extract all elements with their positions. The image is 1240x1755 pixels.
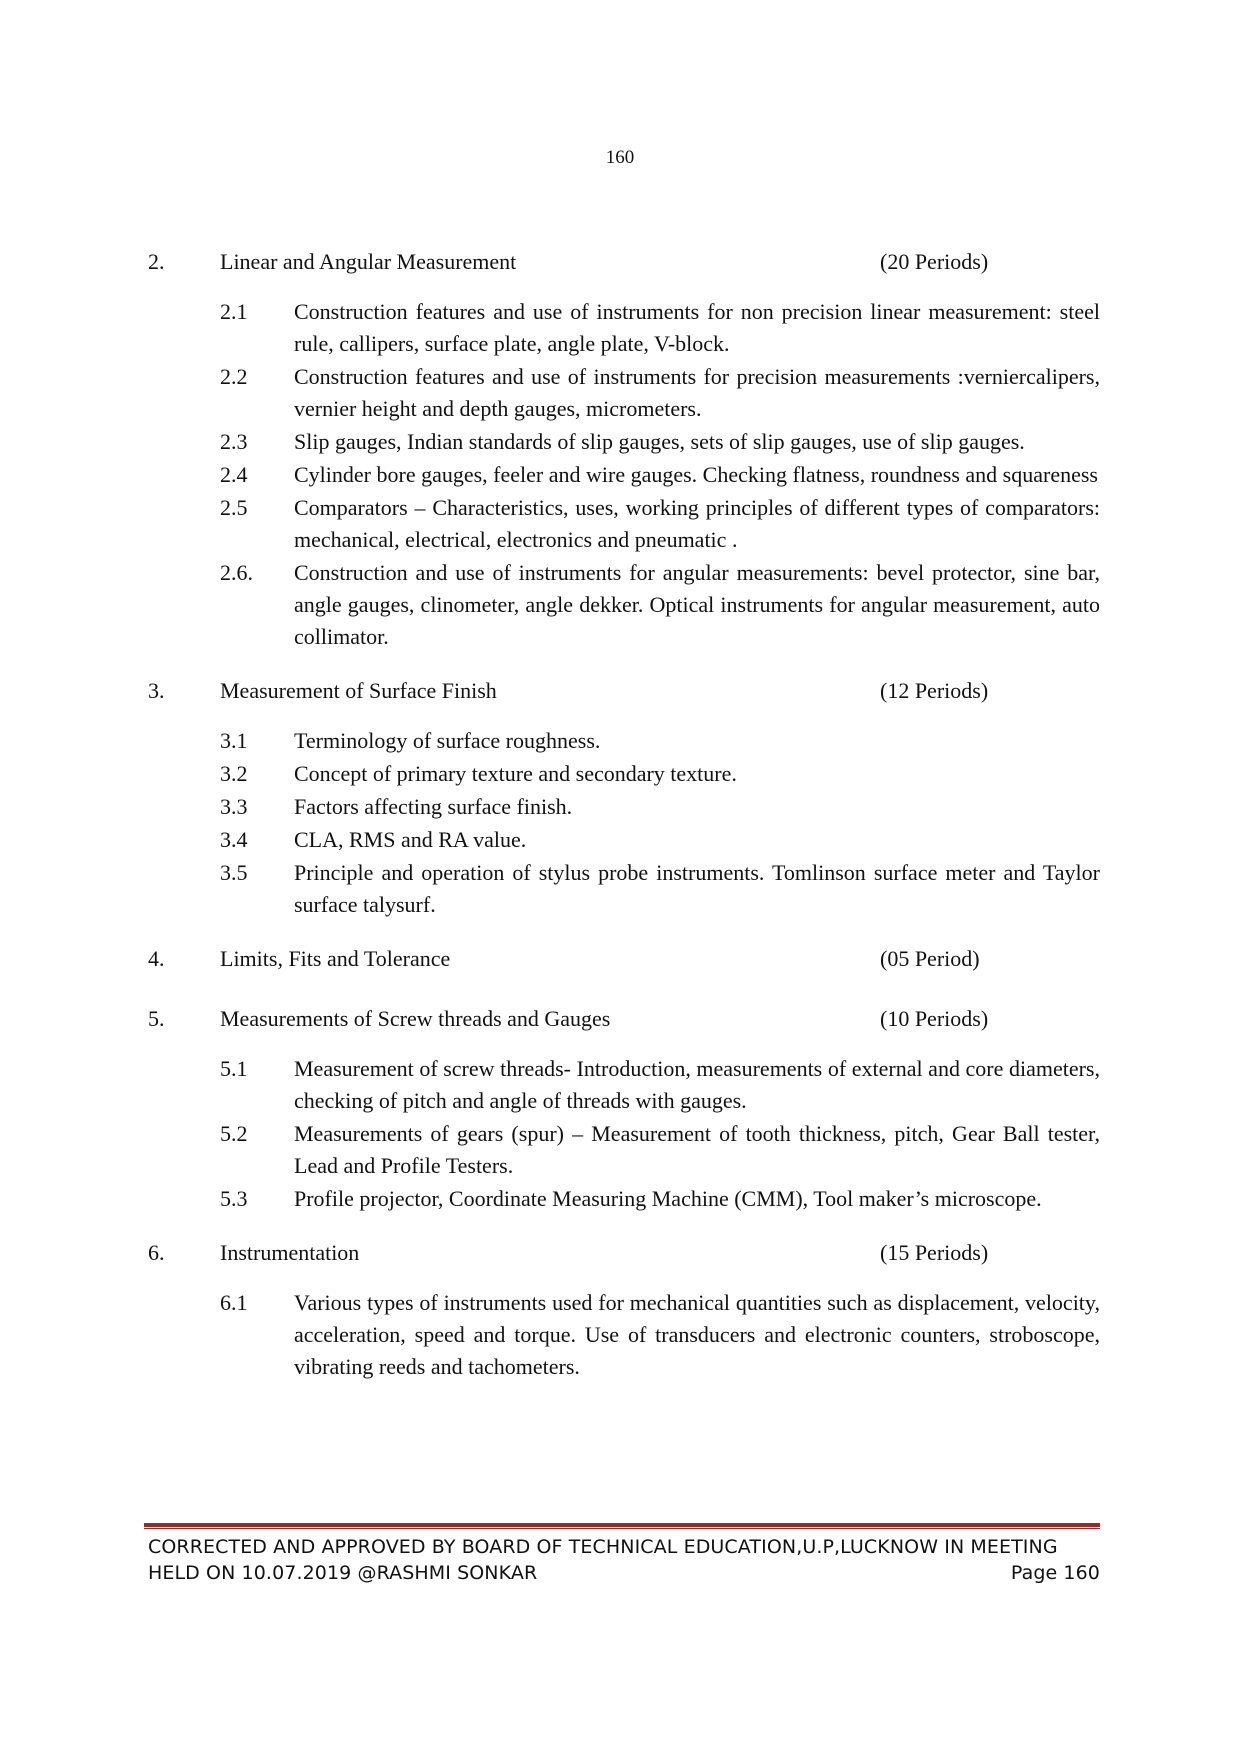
subtopic-item bbox=[220, 725, 1100, 757]
section-periods: (05 Period) bbox=[880, 946, 980, 971]
subtopic-text: Concept of primary texture and secondary texture. bbox=[294, 761, 737, 786]
subtopic-list bbox=[220, 1287, 1100, 1383]
subtopic-text: Construction features and use of instruments for precision measurements :verniercalipers, vernier height and depth gauges, micrometers. bbox=[294, 364, 1100, 421]
subtopic-list bbox=[220, 296, 1100, 653]
subtopic-item bbox=[220, 1287, 1100, 1383]
subtopic-item bbox=[220, 824, 1100, 856]
section-heading bbox=[148, 943, 1100, 975]
section-title: Measurements of Screw threads and Gauges bbox=[220, 1006, 611, 1031]
subtopic-number: 2.1 bbox=[220, 299, 248, 324]
section-title: Measurement of Surface Finish bbox=[220, 678, 497, 703]
subtopic-text: Factors affecting surface finish. bbox=[294, 794, 573, 819]
section-heading bbox=[148, 1237, 1100, 1269]
subtopic-text: Profile projector, Coordinate Measuring Machine (CMM), Tool maker’s microscope. bbox=[294, 1186, 1042, 1211]
subtopic-number: 6.1 bbox=[220, 1290, 248, 1315]
subtopic-item bbox=[220, 296, 1100, 360]
subtopic-text: Comparators – Characteristics, uses, working principles of different types of comparators: mechanical, electrical, electronics and pneumatic . bbox=[294, 495, 1100, 552]
footer-approval-line: CORRECTED AND APPROVED BY BOARD OF TECHNICAL EDUCATION,U.P,LUCKNOW IN MEETING bbox=[148, 1536, 1058, 1558]
page-number: 160 bbox=[605, 147, 635, 168]
subtopic-text: Various types of instruments used for mechanical quantities such as displacement, velocity, acceleration, speed and torque. Use of transducers and electronic counters, stroboscope, vibrating reeds and tachometers. bbox=[294, 1290, 1100, 1379]
section-heading bbox=[148, 675, 1100, 707]
subtopic-number: 3.4 bbox=[220, 827, 248, 852]
subtopic-list bbox=[220, 725, 1100, 921]
section-periods: (20 Periods) bbox=[880, 249, 989, 274]
subtopic-item bbox=[220, 1183, 1100, 1215]
section-periods: (15 Periods) bbox=[880, 1240, 989, 1265]
subtopic-number: 3.3 bbox=[220, 794, 248, 819]
footer-meeting-date: HELD ON 10.07.2019 @RASHMI SONKAR bbox=[148, 1562, 538, 1584]
subtopic-text: Construction features and use of instruments for non precision linear measurement: steel rule, callipers, surface plate, angle plate, V-block. bbox=[294, 299, 1100, 356]
subtopic-item bbox=[220, 857, 1100, 921]
subtopic-item bbox=[220, 492, 1100, 556]
subtopic-number: 3.1 bbox=[220, 728, 248, 753]
footer-divider bbox=[144, 1523, 1100, 1529]
footer-meta bbox=[148, 1560, 1100, 1586]
subtopic-number: 5.2 bbox=[220, 1121, 248, 1146]
subtopic-item bbox=[220, 1118, 1100, 1182]
section-number: 4. bbox=[148, 946, 165, 971]
subtopic-number: 2.6. bbox=[220, 560, 253, 585]
subtopic-number: 5.3 bbox=[220, 1186, 248, 1211]
subtopic-number: 2.5 bbox=[220, 495, 248, 520]
subtopic-item bbox=[220, 1053, 1100, 1117]
subtopic-number: 3.2 bbox=[220, 761, 248, 786]
section-number: 5. bbox=[148, 1006, 165, 1031]
section-heading bbox=[148, 1003, 1100, 1035]
subtopic-item bbox=[220, 758, 1100, 790]
subtopic-item bbox=[220, 426, 1100, 458]
subtopic-number: 3.5 bbox=[220, 860, 248, 885]
section-periods: (12 Periods) bbox=[880, 678, 989, 703]
page-footer bbox=[148, 1534, 1100, 1586]
subtopic-item bbox=[220, 459, 1100, 491]
syllabus-content bbox=[148, 246, 1100, 1405]
subtopic-text: Measurements of gears (spur) – Measurement of tooth thickness, pitch, Gear Ball tester, Lead and Profile Testers. bbox=[294, 1121, 1100, 1178]
section-title: Instrumentation bbox=[220, 1240, 360, 1265]
subtopic-text: Slip gauges, Indian standards of slip gauges, sets of slip gauges, use of slip gauges. bbox=[294, 429, 1025, 454]
subtopic-item bbox=[220, 791, 1100, 823]
section-number: 2. bbox=[148, 249, 165, 274]
subtopic-item bbox=[220, 557, 1100, 653]
subtopic-text: CLA, RMS and RA value. bbox=[294, 827, 527, 852]
subtopic-number: 2.3 bbox=[220, 429, 248, 454]
subtopic-text: Cylinder bore gauges, feeler and wire gauges. Checking flatness, roundness and squareness bbox=[294, 462, 1098, 487]
section-number: 3. bbox=[148, 678, 165, 703]
section-title: Linear and Angular Measurement bbox=[220, 249, 517, 274]
footer-page-label: Page 160 bbox=[1010, 1562, 1100, 1584]
subtopic-list bbox=[220, 1053, 1100, 1215]
subtopic-text: Construction and use of instruments for angular measurements: bevel protector, sine bar, angle gauges, clinometer, angle dekker. Optical instruments for angular measurement, auto collimator. bbox=[294, 560, 1100, 649]
subtopic-text: Terminology of surface roughness. bbox=[294, 728, 601, 753]
subtopic-number: 2.4 bbox=[220, 462, 248, 487]
section-title: Limits, Fits and Tolerance bbox=[220, 946, 451, 971]
subtopic-number: 5.1 bbox=[220, 1056, 248, 1081]
subtopic-text: Measurement of screw threads- Introduction, measurements of external and core diameters, checking of pitch and angle of threads with gauges. bbox=[294, 1056, 1100, 1113]
subtopic-number: 2.2 bbox=[220, 364, 248, 389]
section-periods: (10 Periods) bbox=[880, 1006, 989, 1031]
subtopic-item bbox=[220, 361, 1100, 425]
section-heading bbox=[148, 246, 1100, 278]
subtopic-text: Principle and operation of stylus probe instruments. Tomlinson surface meter and Taylor surface talysurf. bbox=[294, 860, 1100, 917]
section-number: 6. bbox=[148, 1240, 165, 1265]
